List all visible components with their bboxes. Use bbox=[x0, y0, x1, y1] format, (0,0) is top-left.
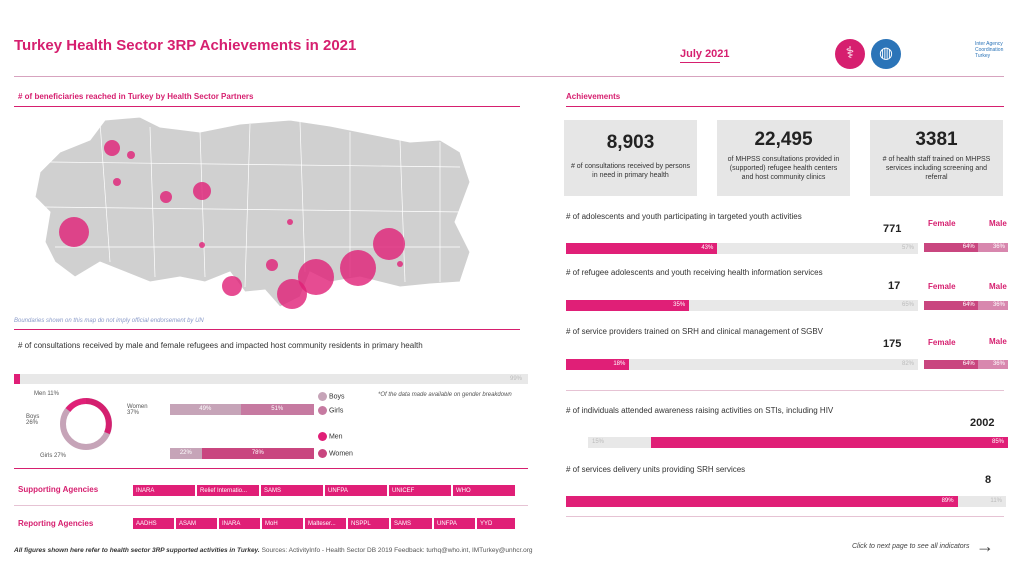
bubble bbox=[193, 182, 211, 200]
map-disclaimer: Boundaries shown on this map do not imply official endorsement by UN bbox=[14, 318, 204, 324]
supporting-agencies bbox=[132, 484, 516, 497]
un-logo-icon: ◍ bbox=[871, 39, 901, 69]
indicator-bar bbox=[566, 243, 918, 254]
female-share: 64% bbox=[924, 243, 978, 252]
bubble bbox=[127, 151, 135, 159]
agency-tag: UNFPA bbox=[433, 517, 476, 530]
agency-tag: ASAM bbox=[175, 517, 218, 530]
boys-dot-icon bbox=[318, 392, 327, 401]
bubble bbox=[397, 261, 403, 267]
agency-tag: MoH bbox=[261, 517, 304, 530]
kpi-card bbox=[564, 120, 697, 196]
indicator-label: # of service providers trained on SRH and clinical management of SGBV bbox=[566, 327, 824, 336]
logo-text: Inter Agency Coordination Turkey bbox=[975, 41, 1004, 59]
female-male-bar bbox=[924, 360, 1008, 369]
date-underline bbox=[680, 62, 720, 63]
kpi-label: of MHPSS consultations provided in (supported) refugee health centers and host community clinics bbox=[727, 156, 840, 181]
male-share: 36% bbox=[978, 301, 1008, 310]
bubble bbox=[287, 219, 293, 225]
male-label: Male bbox=[989, 282, 1007, 291]
agency-tag: Relief Internatio... bbox=[196, 484, 260, 497]
units-value: 8 bbox=[985, 474, 992, 486]
indicator-bar-fill: 43% bbox=[566, 243, 717, 254]
girls-segment: 51% bbox=[241, 404, 314, 415]
donut-women-label: Women 37% bbox=[127, 404, 148, 416]
donut-men-label: Men 11% bbox=[34, 391, 59, 397]
male-label: Male bbox=[989, 219, 1007, 228]
indicator-value: 17 bbox=[888, 280, 901, 292]
agency-tag: Malteser... bbox=[304, 517, 347, 530]
next-arrow-icon[interactable]: → bbox=[976, 536, 994, 556]
donut-boys-label: Boys 26% bbox=[26, 414, 40, 426]
legend-girls: Girls bbox=[318, 406, 343, 415]
legend-men: Men bbox=[318, 432, 343, 441]
map-heading-divider bbox=[14, 106, 520, 107]
bubble bbox=[113, 178, 121, 186]
indicator-bar bbox=[566, 359, 918, 370]
logos bbox=[835, 37, 1015, 71]
indicator-bar-fill: 35% bbox=[566, 300, 689, 311]
agency-tag: YYD bbox=[476, 517, 516, 530]
indicator-bar-fill: 18% bbox=[566, 359, 629, 370]
women-segment: 78% bbox=[202, 448, 314, 459]
agency-tag: AADHS bbox=[132, 517, 175, 530]
who-logo-icon: ⚕ bbox=[835, 39, 865, 69]
consult-progress bbox=[14, 374, 528, 384]
agency-tag: INARA bbox=[218, 517, 261, 530]
page-title: Turkey Health Sector 3RP Achievements in 2021 bbox=[14, 37, 357, 54]
donut-girls-label: Girls 27% bbox=[40, 453, 67, 459]
donut-women bbox=[86, 401, 109, 433]
indicator-value: 175 bbox=[883, 338, 902, 350]
bubble bbox=[340, 250, 376, 286]
male-share: 36% bbox=[978, 243, 1008, 252]
male-share: 36% bbox=[978, 360, 1008, 369]
consult-divider bbox=[14, 468, 528, 469]
units-bar-fill: 89% bbox=[566, 496, 958, 507]
gender-donut bbox=[58, 396, 114, 452]
female-label: Female bbox=[928, 282, 956, 291]
women-dot-icon bbox=[318, 449, 327, 458]
kpi-label: # of health staff trained on MHPSS services including screening and referral bbox=[882, 156, 991, 181]
turkey-map bbox=[30, 112, 480, 317]
consult-progress-fill bbox=[14, 374, 20, 384]
next-page-hint: Click to next page to see all indicators bbox=[852, 543, 970, 550]
kpi-label: # of consultations received by persons in need in primary health bbox=[570, 163, 691, 179]
agency-tag: WHO bbox=[452, 484, 516, 497]
kpi-value: 22,495 bbox=[754, 129, 813, 150]
reporting-label: Reporting Agencies bbox=[18, 519, 94, 528]
bubble bbox=[222, 276, 242, 296]
report-date: July 2021 bbox=[680, 48, 730, 60]
indicator-value: 771 bbox=[883, 223, 902, 235]
female-label: Female bbox=[928, 219, 956, 228]
kpi-card bbox=[717, 120, 850, 196]
indicator-bar-rest: 82% bbox=[901, 361, 914, 367]
bubble bbox=[59, 217, 89, 247]
units-bar-rest: 11% bbox=[990, 498, 1002, 504]
boys-segment: 49% bbox=[170, 404, 241, 415]
awareness-right: 85% bbox=[651, 437, 1008, 448]
units-divider bbox=[566, 516, 1004, 517]
female-share: 64% bbox=[924, 360, 978, 369]
legend-boys: Boys bbox=[318, 392, 345, 401]
bubble bbox=[266, 259, 278, 271]
kpi-card bbox=[870, 120, 1003, 196]
indicator-bar bbox=[566, 300, 918, 311]
boys-girls-bar bbox=[170, 404, 314, 415]
indicator-divider bbox=[566, 390, 1004, 391]
indicator-bar-rest: 65% bbox=[901, 302, 914, 308]
agency-tag: SAMS bbox=[390, 517, 433, 530]
indicator-label: # of adolescents and youth participating in targeted youth activities bbox=[566, 212, 802, 221]
men-women-bar bbox=[170, 448, 314, 459]
awareness-left: 15% bbox=[588, 437, 651, 448]
units-bar bbox=[566, 496, 1006, 507]
male-label: Male bbox=[989, 337, 1007, 346]
agency-divider bbox=[14, 505, 528, 506]
bubble bbox=[373, 228, 405, 260]
awareness-label: # of individuals attended awareness raising activities on STIs, including HIV bbox=[566, 406, 834, 415]
bubble bbox=[298, 259, 334, 295]
agency-tag: INARA bbox=[132, 484, 196, 497]
map-heading: # of beneficiaries reached in Turkey by Health Sector Partners bbox=[18, 92, 254, 101]
map-bottom-divider bbox=[14, 329, 520, 330]
supporting-label: Supporting Agencies bbox=[18, 485, 99, 494]
awareness-bar bbox=[588, 437, 1008, 448]
donut-men bbox=[68, 401, 86, 410]
kpi-value: 3381 bbox=[915, 129, 958, 150]
kpi-value: 8,903 bbox=[606, 132, 655, 153]
agency-tag: SAMS bbox=[260, 484, 324, 497]
consult-progress-label: 99% bbox=[509, 376, 522, 382]
men-dot-icon bbox=[318, 432, 327, 441]
girls-dot-icon bbox=[318, 406, 327, 415]
agency-tag: UNFPA bbox=[324, 484, 388, 497]
agency-tag: NSPPL bbox=[347, 517, 390, 530]
legend-women: Women bbox=[318, 449, 353, 458]
female-label: Female bbox=[928, 338, 956, 347]
footer-note: All figures shown here refer to health sector 3RP supported activities in Turkey. Sources: ActivityInfo - Health Sector DB 2019 Feedback: turhq@who.int, IMTurkey@unhcr.org bbox=[14, 547, 533, 554]
female-share: 64% bbox=[924, 301, 978, 310]
bubble bbox=[199, 242, 205, 248]
gender-note: *Of the data made available on gender breakdown bbox=[378, 392, 512, 398]
consult-heading: # of consultations received by male and female refugees and impacted host community residents in primary health bbox=[18, 341, 423, 350]
agency-tag: UNICEF bbox=[388, 484, 452, 497]
achievements-heading: Achievements bbox=[566, 92, 621, 101]
awareness-value: 2002 bbox=[970, 417, 995, 429]
bubble bbox=[104, 140, 120, 156]
achievements-divider bbox=[566, 106, 1004, 107]
men-segment: 22% bbox=[170, 448, 202, 459]
female-male-bar bbox=[924, 243, 1008, 252]
indicator-label: # of refugee adolescents and youth receiving health information services bbox=[566, 268, 823, 277]
reporting-agencies bbox=[132, 517, 516, 530]
header-divider bbox=[14, 76, 1004, 77]
units-label: # of services delivery units providing SRH services bbox=[566, 465, 746, 474]
indicator-bar-rest: 57% bbox=[901, 245, 914, 251]
female-male-bar bbox=[924, 301, 1008, 310]
bubble bbox=[160, 191, 172, 203]
